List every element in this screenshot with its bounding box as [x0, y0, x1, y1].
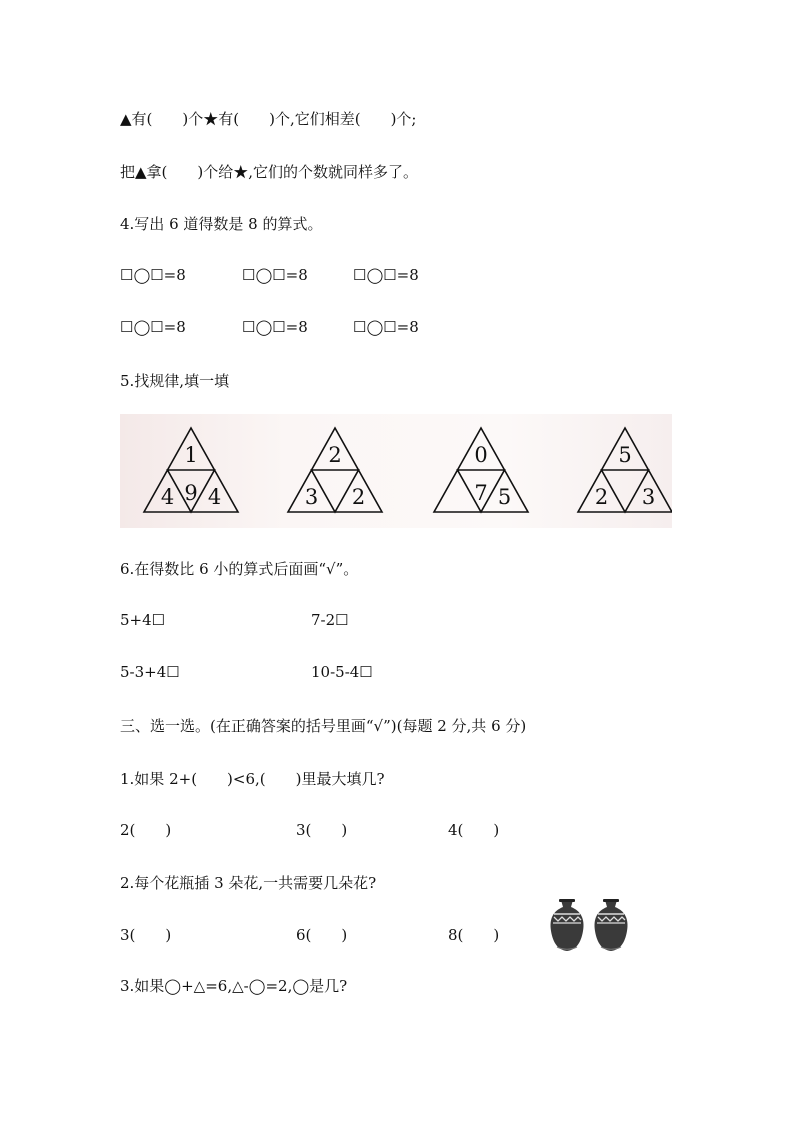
question-4-title: 4.写出 6 道得数是 8 的算式。: [120, 215, 323, 233]
equation-blank[interactable]: ☐◯☐=8: [353, 318, 419, 336]
question-1-options: [0, 819, 794, 839]
option-6[interactable]: 6( ): [296, 926, 348, 944]
vase-icon: [548, 897, 586, 953]
expression-item[interactable]: 5-3+4☐: [120, 663, 180, 681]
vase-icon: [592, 897, 630, 953]
triangle-center-number: 9: [184, 481, 198, 505]
triangle-right-number: 5: [497, 485, 512, 509]
triangle-top-number: 0: [474, 443, 488, 467]
question-4-row-1: [0, 266, 794, 286]
triangle-top-number: 1: [184, 443, 198, 467]
section-3-question-3: 3.如果◯+△=6,△-◯=2,◯是几?: [120, 977, 348, 995]
option-8[interactable]: 8( ): [448, 926, 500, 944]
question-6-title: 6.在得数比 6 小的算式后面画“√”。: [120, 560, 359, 578]
equation-blank[interactable]: ☐◯☐=8: [242, 318, 308, 336]
expression-item[interactable]: 10-5-4☐: [311, 663, 373, 681]
triangle-figures: [120, 414, 672, 528]
question-2-options: [0, 924, 794, 944]
option-4[interactable]: 4( ): [448, 821, 500, 839]
equation-blank[interactable]: ☐◯☐=8: [120, 318, 186, 336]
triangle-right-number: 2: [351, 485, 366, 509]
triangle-right-number: 4: [207, 485, 222, 509]
equation-blank[interactable]: ☐◯☐=8: [120, 266, 186, 284]
triangle-right-number: 3: [641, 485, 656, 509]
section-3-question-1: 1.如果 2+( )<6,( )里最大填几?: [120, 770, 385, 788]
option-3[interactable]: 3( ): [296, 821, 348, 839]
expression-item[interactable]: 7-2☐: [311, 611, 349, 629]
section-3-heading: 三、选一选。(在正确答案的括号里画“√”)(每题 2 分,共 6 分): [120, 717, 527, 735]
fill-in-line-1: ▲有( )个★有( )个,它们相差( )个;: [120, 110, 417, 128]
section-3-question-2: 2.每个花瓶插 3 朵花,一共需要几朵花?: [120, 874, 377, 892]
pattern-triangles-panel: [120, 414, 672, 528]
triangle-left-number: 2: [594, 485, 609, 509]
question-5-title: 5.找规律,填一填: [120, 372, 230, 390]
expression-item[interactable]: 5+4☐: [120, 611, 166, 629]
fill-in-line-2: 把▲拿( )个给★,它们的个数就同样多了。: [120, 163, 419, 181]
triangle-left-number: 3: [304, 485, 319, 509]
equation-blank[interactable]: ☐◯☐=8: [353, 266, 419, 284]
triangle-center-number: 7: [474, 481, 488, 505]
question-4-row-2: [0, 318, 794, 338]
question-6-row-1: [0, 611, 794, 631]
triangle-top-number: 5: [618, 443, 632, 467]
option-3[interactable]: 3( ): [120, 926, 172, 944]
option-2[interactable]: 2( ): [120, 821, 172, 839]
equation-blank[interactable]: ☐◯☐=8: [242, 266, 308, 284]
triangle-top-number: 2: [328, 443, 342, 467]
question-6-row-2: [0, 663, 794, 683]
triangle-left-number: 4: [160, 485, 175, 509]
